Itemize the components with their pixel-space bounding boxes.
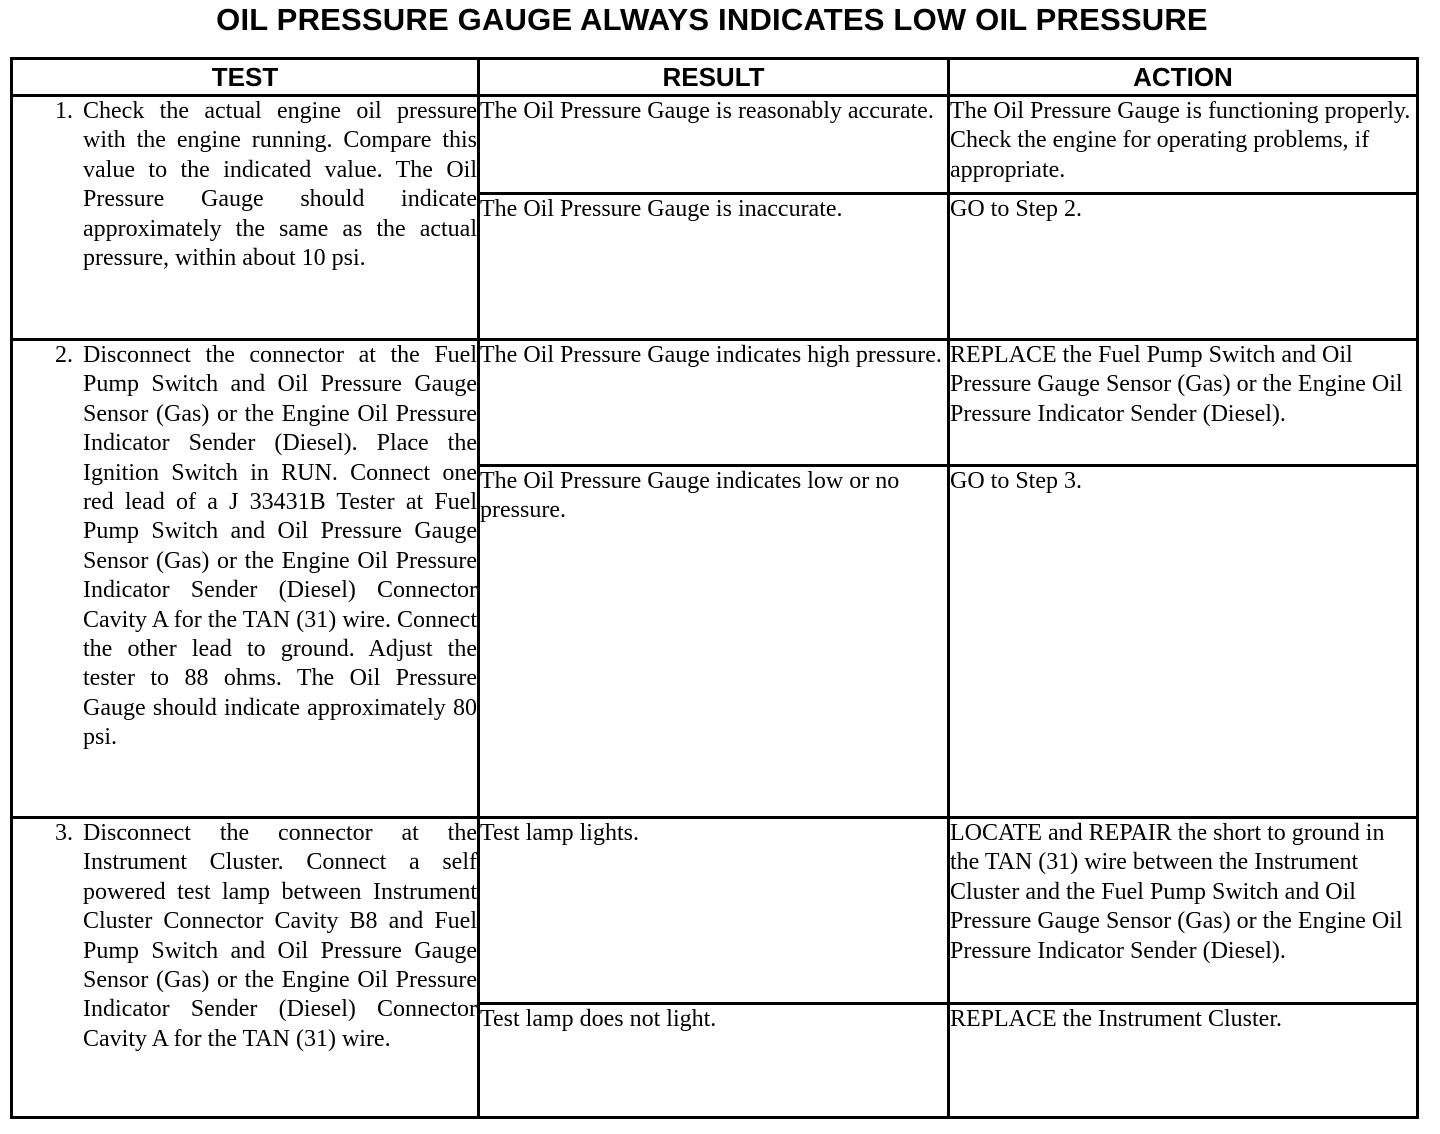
- step-test-text: Disconnect the connector at the Fuel Pump Switch and Oil Pressure Gauge Sensor (Gas) or the Engine Oil Pressure Indicator Sender (Diesel). Place the Ignition Switch in RUN. Connect one red lead of a J 33431B Tester at Fuel Pump Switch and Oil Pressure Gauge Sensor (Gas) or the Engine Oil Pressure Indicator Sender (Diesel) Connector Cavity A for the TAN (31) wire. Connect the other lead to ground. Adjust the tester to 88 ohms. The Oil Pressure Gauge should indicate approximately 80 psi.: [83, 342, 477, 751]
- step-number: 1.: [55, 98, 73, 124]
- result-cell: Test lamp does not light.: [479, 1004, 949, 1118]
- step-2-test-cell: [12, 340, 479, 818]
- result-cell: The Oil Pressure Gauge is inaccurate.: [479, 194, 949, 340]
- result-cell: The Oil Pressure Gauge indicates high pressure.: [479, 340, 949, 466]
- action-cell: The Oil Pressure Gauge is functioning properly. Check the engine for operating problems, if appropriate.: [949, 96, 1418, 194]
- step-number: 3.: [55, 820, 73, 846]
- step-number: 2.: [55, 342, 73, 368]
- action-cell: GO to Step 3.: [949, 466, 1418, 818]
- action-column-header: ACTION: [949, 59, 1418, 96]
- diagnosis-table: [10, 57, 1419, 1119]
- table-row: [12, 96, 1418, 194]
- action-cell: REPLACE the Instrument Cluster.: [949, 1004, 1418, 1118]
- action-cell: GO to Step 2.: [949, 194, 1418, 340]
- step-test-text: Check the actual engine oil pressure with the engine running. Compare this value to the indicated value. The Oil Pressure Gauge should indicate approximately the same as the actual pressure, within about 10 psi.: [83, 98, 477, 272]
- step-3-test-cell: [12, 818, 479, 1118]
- action-cell: REPLACE the Fuel Pump Switch and Oil Pressure Gauge Sensor (Gas) or the Engine Oil Pressure Indicator Sender (Diesel).: [949, 340, 1418, 466]
- header-row: [12, 59, 1418, 96]
- result-cell: The Oil Pressure Gauge indicates low or no pressure.: [479, 466, 949, 818]
- step-test-text: Disconnect the connector at the Instrument Cluster. Connect a self powered test lamp between Instrument Cluster Connector Cavity B8 and Fuel Pump Switch and Oil Pressure Gauge Sensor (Gas) or the Engine Oil Pressure Indicator Sender (Diesel) Connector Cavity A for the TAN (31) wire.: [83, 820, 477, 1052]
- step-1-test-cell: [12, 96, 479, 340]
- table-row: [12, 818, 1418, 1004]
- result-cell: The Oil Pressure Gauge is reasonably accurate.: [479, 96, 949, 194]
- test-column-header: TEST: [12, 59, 479, 96]
- table-row: [12, 340, 1418, 466]
- action-cell: LOCATE and REPAIR the short to ground in the TAN (31) wire between the Instrument Cluster and the Fuel Pump Switch and Oil Pressure Gauge Sensor (Gas) or the Engine Oil Pressure Indicator Sender (Diesel).: [949, 818, 1418, 1004]
- result-cell: Test lamp lights.: [479, 818, 949, 1004]
- result-column-header: RESULT: [479, 59, 949, 96]
- page-title: OIL PRESSURE GAUGE ALWAYS INDICATES LOW OIL PRESSURE: [216, 2, 1208, 37]
